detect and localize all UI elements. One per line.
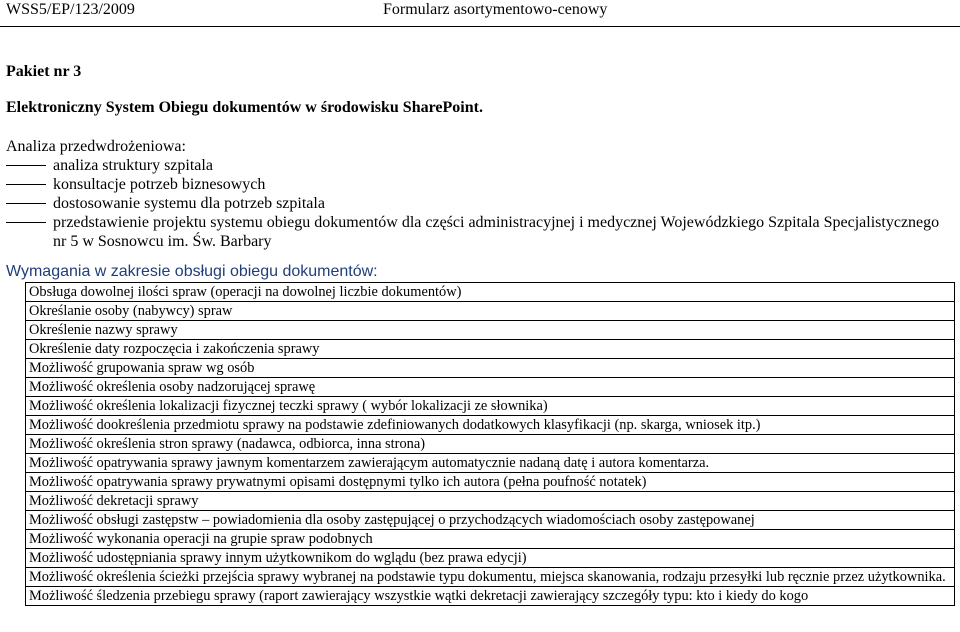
table-row bbox=[26, 397, 955, 416]
dash-bullet-icon bbox=[6, 222, 46, 223]
analysis-item-text: konsultacje potrzeb biznesowych bbox=[53, 176, 266, 193]
requirement-cell: Możliwość określenia osoby nadzorującej sprawę bbox=[26, 378, 955, 397]
requirement-cell: Możliwość udostępniania sprawy innym użytkownikom do wglądu (bez prawa edycji) bbox=[26, 549, 955, 568]
requirement-cell: Możliwość dekretacji sprawy bbox=[26, 492, 955, 511]
page-header bbox=[0, 0, 960, 27]
table-row bbox=[26, 530, 955, 549]
table-row bbox=[26, 568, 955, 587]
requirement-cell: Określanie osoby (nabywcy) spraw bbox=[26, 302, 955, 321]
requirement-cell: Określenie daty rozpoczęcia i zakończenia sprawy bbox=[26, 340, 955, 359]
requirement-cell: Możliwość grupowania spraw wg osób bbox=[26, 359, 955, 378]
dash-bullet-icon bbox=[6, 165, 46, 166]
package-label: Pakiet nr 3 bbox=[6, 63, 82, 80]
analysis-item bbox=[6, 194, 946, 213]
table-row bbox=[26, 435, 955, 454]
table-row bbox=[26, 302, 955, 321]
requirement-cell: Możliwość określenia ścieżki przejścia sprawy wybranej na podstawie typu dokumentu, miejsca skanowania, rodzaju przesyłki lub ręcznie przez użytkownika. bbox=[26, 568, 955, 587]
dash-bullet-icon bbox=[6, 184, 46, 185]
requirement-cell: Możliwość śledzenia przebiegu sprawy (raport zawierający wszystkie wątki dekretacji zawierający szczegóły typu: kto i kiedy do kogo bbox=[26, 587, 955, 606]
table-row bbox=[26, 587, 955, 606]
table-row bbox=[26, 321, 955, 340]
table-row bbox=[26, 416, 955, 435]
system-title: Elektroniczny System Obiegu dokumentów w środowisku SharePoint. bbox=[6, 99, 483, 116]
analysis-item bbox=[6, 213, 946, 251]
analysis-item bbox=[6, 156, 946, 175]
requirement-cell: Możliwość dookreślenia przedmiotu sprawy na podstawie zdefiniowanych dodatkowych klasyfikacji (np. skarga, wniosek itp.) bbox=[26, 416, 955, 435]
requirement-cell: Określenie nazwy sprawy bbox=[26, 321, 955, 340]
analysis-item-text: dostosowanie systemu dla potrzeb szpitala bbox=[53, 195, 325, 212]
requirement-cell: Możliwość obsługi zastępstw – powiadomienia dla osoby zastępującej o przychodzących wiadomościach osoby zastępowanej bbox=[26, 511, 955, 530]
analysis-list bbox=[6, 156, 946, 251]
analysis-item bbox=[6, 175, 946, 194]
requirement-cell: Możliwość opatrywania sprawy jawnym komentarzem zawierającym automatycznie nadaną datę i autora komentarza. bbox=[26, 454, 955, 473]
analysis-item-text: przedstawienie projektu systemu obiegu dokumentów dla części administracyjnej i medycznej Wojewódzkiego Szpitala Specjalistycznego nr 5 w Sosnowcu im. Św. Barbary bbox=[53, 214, 940, 250]
document-id: WSS5/EP/123/2009 bbox=[6, 1, 135, 18]
table-row bbox=[26, 340, 955, 359]
requirements-section bbox=[6, 262, 954, 606]
requirement-cell: Możliwość opatrywania sprawy prywatnymi opisami dostępnymi tylko ich autora (pełna poufność notatek) bbox=[26, 473, 955, 492]
table-row bbox=[26, 359, 955, 378]
analysis-title: Analiza przedwdrożeniowa: bbox=[6, 138, 186, 155]
analysis-section bbox=[6, 137, 946, 251]
form-title: Formularz asortymentowo-cenowy bbox=[383, 1, 608, 18]
requirement-cell: Możliwość wykonania operacji na grupie spraw podobnych bbox=[26, 530, 955, 549]
table-row bbox=[26, 283, 955, 302]
table-row bbox=[26, 378, 955, 397]
table-row bbox=[26, 473, 955, 492]
requirement-cell: Możliwość określenia lokalizacji fizycznej teczki sprawy ( wybór lokalizacji ze słownika) bbox=[26, 397, 955, 416]
table-row bbox=[26, 454, 955, 473]
table-row bbox=[26, 549, 955, 568]
requirement-cell: Możliwość określenia stron sprawy (nadawca, odbiorca, inna strona) bbox=[26, 435, 955, 454]
dash-bullet-icon bbox=[6, 203, 46, 204]
table-row bbox=[26, 492, 955, 511]
requirements-title: Wymagania w zakresie obsługi obiegu dokumentów: bbox=[6, 263, 378, 280]
requirement-cell: Obsługa dowolnej ilości spraw (operacji na dowolnej liczbie dokumentów) bbox=[26, 283, 955, 302]
table-row bbox=[26, 511, 955, 530]
requirements-table bbox=[25, 282, 955, 606]
analysis-item-text: analiza struktury szpitala bbox=[53, 157, 213, 174]
